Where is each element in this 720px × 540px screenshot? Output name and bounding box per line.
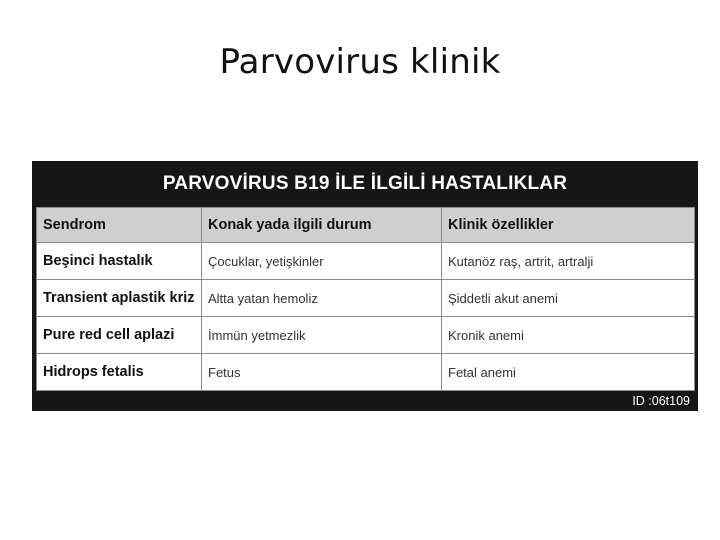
column-header-clinical: Klinik özellikler <box>442 208 695 243</box>
host-cell: Altta yatan hemoliz <box>202 280 442 317</box>
clinical-cell: Şiddetli akut anemi <box>442 280 695 317</box>
column-header-host: Konak yada ilgili durum <box>202 208 442 243</box>
clinical-cell: Kronik anemi <box>442 317 695 354</box>
syndrome-cell: Pure red cell aplazi <box>37 317 202 354</box>
syndrome-cell: Beşinci hastalık <box>37 243 202 280</box>
host-cell: İmmün yetmezlik <box>202 317 442 354</box>
table-row <box>37 354 695 391</box>
host-cell: Çocuklar, yetişkinler <box>202 243 442 280</box>
table-row <box>37 243 695 280</box>
table-row <box>37 280 695 317</box>
clinical-cell: Fetal anemi <box>442 354 695 391</box>
syndrome-cell: Hidrops fetalis <box>37 354 202 391</box>
host-cell: Fetus <box>202 354 442 391</box>
slide-title: Parvovirus klinik <box>219 42 501 82</box>
table-row <box>37 317 695 354</box>
clinical-cell: Kutanöz raş, artrit, artralji <box>442 243 695 280</box>
table-heading: PARVOVİRUS B19 İLE İLGİLİ HASTALIKLAR <box>162 173 568 194</box>
disease-table <box>32 161 698 411</box>
column-header-syndrome: Sendrom <box>37 208 202 243</box>
header-row <box>37 208 695 243</box>
disease-grid <box>36 207 695 391</box>
syndrome-cell: Transient aplastik kriz <box>37 280 202 317</box>
table-id-label: ID :06t109 <box>632 394 690 408</box>
